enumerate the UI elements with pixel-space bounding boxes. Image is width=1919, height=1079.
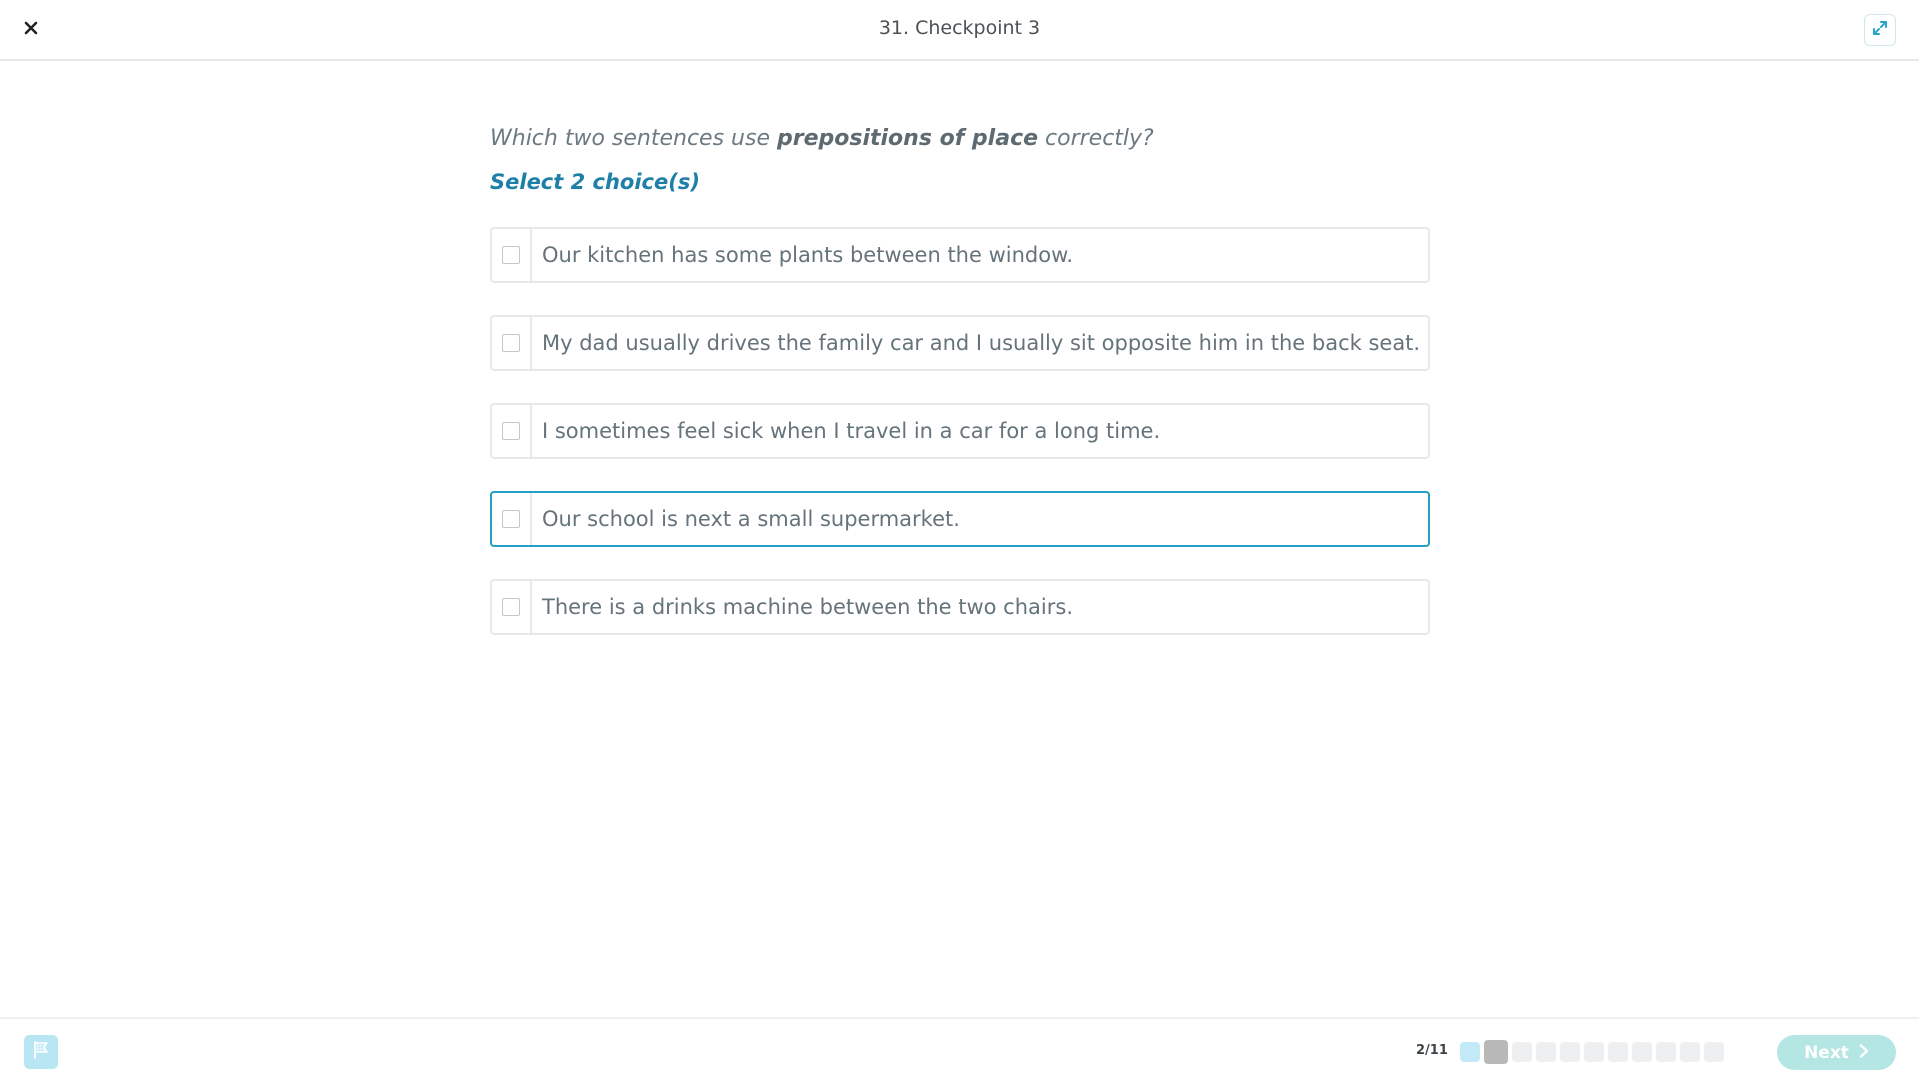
choice-checkbox-cell xyxy=(492,581,532,633)
choice-checkbox-cell xyxy=(492,229,532,281)
choice-text: I sometimes feel sick when I travel in a car for a long time. xyxy=(542,419,1161,443)
choice-text: There is a drinks machine between the two chairs. xyxy=(542,595,1073,619)
question-prompt xyxy=(490,126,1154,151)
question-suffix: correctly? xyxy=(1038,126,1154,151)
choice-checkbox-cell xyxy=(492,405,532,457)
progress-step-6[interactable] xyxy=(1584,1042,1604,1062)
choice-text: My dad usually drives the family car and I usually sit opposite him in the back seat. xyxy=(542,331,1421,355)
progress-step-3[interactable] xyxy=(1512,1042,1532,1062)
choice-checkbox-cell xyxy=(492,493,532,545)
question-emphasis: prepositions of place xyxy=(776,126,1039,151)
bottom-bar xyxy=(0,1017,1919,1079)
select-instruction: Select 2 choice(s) xyxy=(490,170,700,194)
next-button[interactable] xyxy=(1777,1035,1896,1070)
next-label: Next xyxy=(1804,1042,1849,1063)
progress-step-10[interactable] xyxy=(1680,1042,1700,1062)
progress-step-5[interactable] xyxy=(1560,1042,1580,1062)
progress-step-9[interactable] xyxy=(1656,1042,1676,1062)
choice-option-1[interactable] xyxy=(490,227,1430,283)
checkbox[interactable] xyxy=(502,422,520,440)
progress-step-4[interactable] xyxy=(1536,1042,1556,1062)
choice-option-5[interactable] xyxy=(490,579,1430,635)
progress-step-7[interactable] xyxy=(1608,1042,1628,1062)
progress-steps xyxy=(1460,1040,1724,1064)
choice-list xyxy=(490,227,1430,667)
progress-step-1[interactable] xyxy=(1460,1042,1480,1062)
checkbox[interactable] xyxy=(502,598,520,616)
choice-text: Our school is next a small supermarket. xyxy=(542,507,960,531)
choice-option-4[interactable] xyxy=(490,491,1430,547)
chevron-right-icon xyxy=(1859,1043,1869,1063)
progress-step-8[interactable] xyxy=(1632,1042,1652,1062)
choice-option-3[interactable] xyxy=(490,403,1430,459)
checkbox[interactable] xyxy=(502,246,520,264)
fullscreen-button[interactable] xyxy=(1864,14,1896,46)
page-title: 31. Checkpoint 3 xyxy=(878,17,1041,39)
top-bar xyxy=(0,0,1919,61)
flag-icon xyxy=(31,1040,51,1064)
expand-icon xyxy=(1872,20,1888,40)
choice-text: Our kitchen has some plants between the window. xyxy=(542,243,1074,267)
progress-step-2[interactable] xyxy=(1484,1040,1508,1064)
question-prefix: Which two sentences use xyxy=(490,126,777,151)
checkbox[interactable] xyxy=(502,510,520,528)
progress-step-11[interactable] xyxy=(1704,1042,1724,1062)
choice-option-2[interactable] xyxy=(490,315,1430,371)
progress-counter: 2/11 xyxy=(1416,1043,1448,1058)
checkbox[interactable] xyxy=(502,334,520,352)
choice-checkbox-cell xyxy=(492,317,532,369)
flag-button[interactable] xyxy=(24,1035,58,1069)
